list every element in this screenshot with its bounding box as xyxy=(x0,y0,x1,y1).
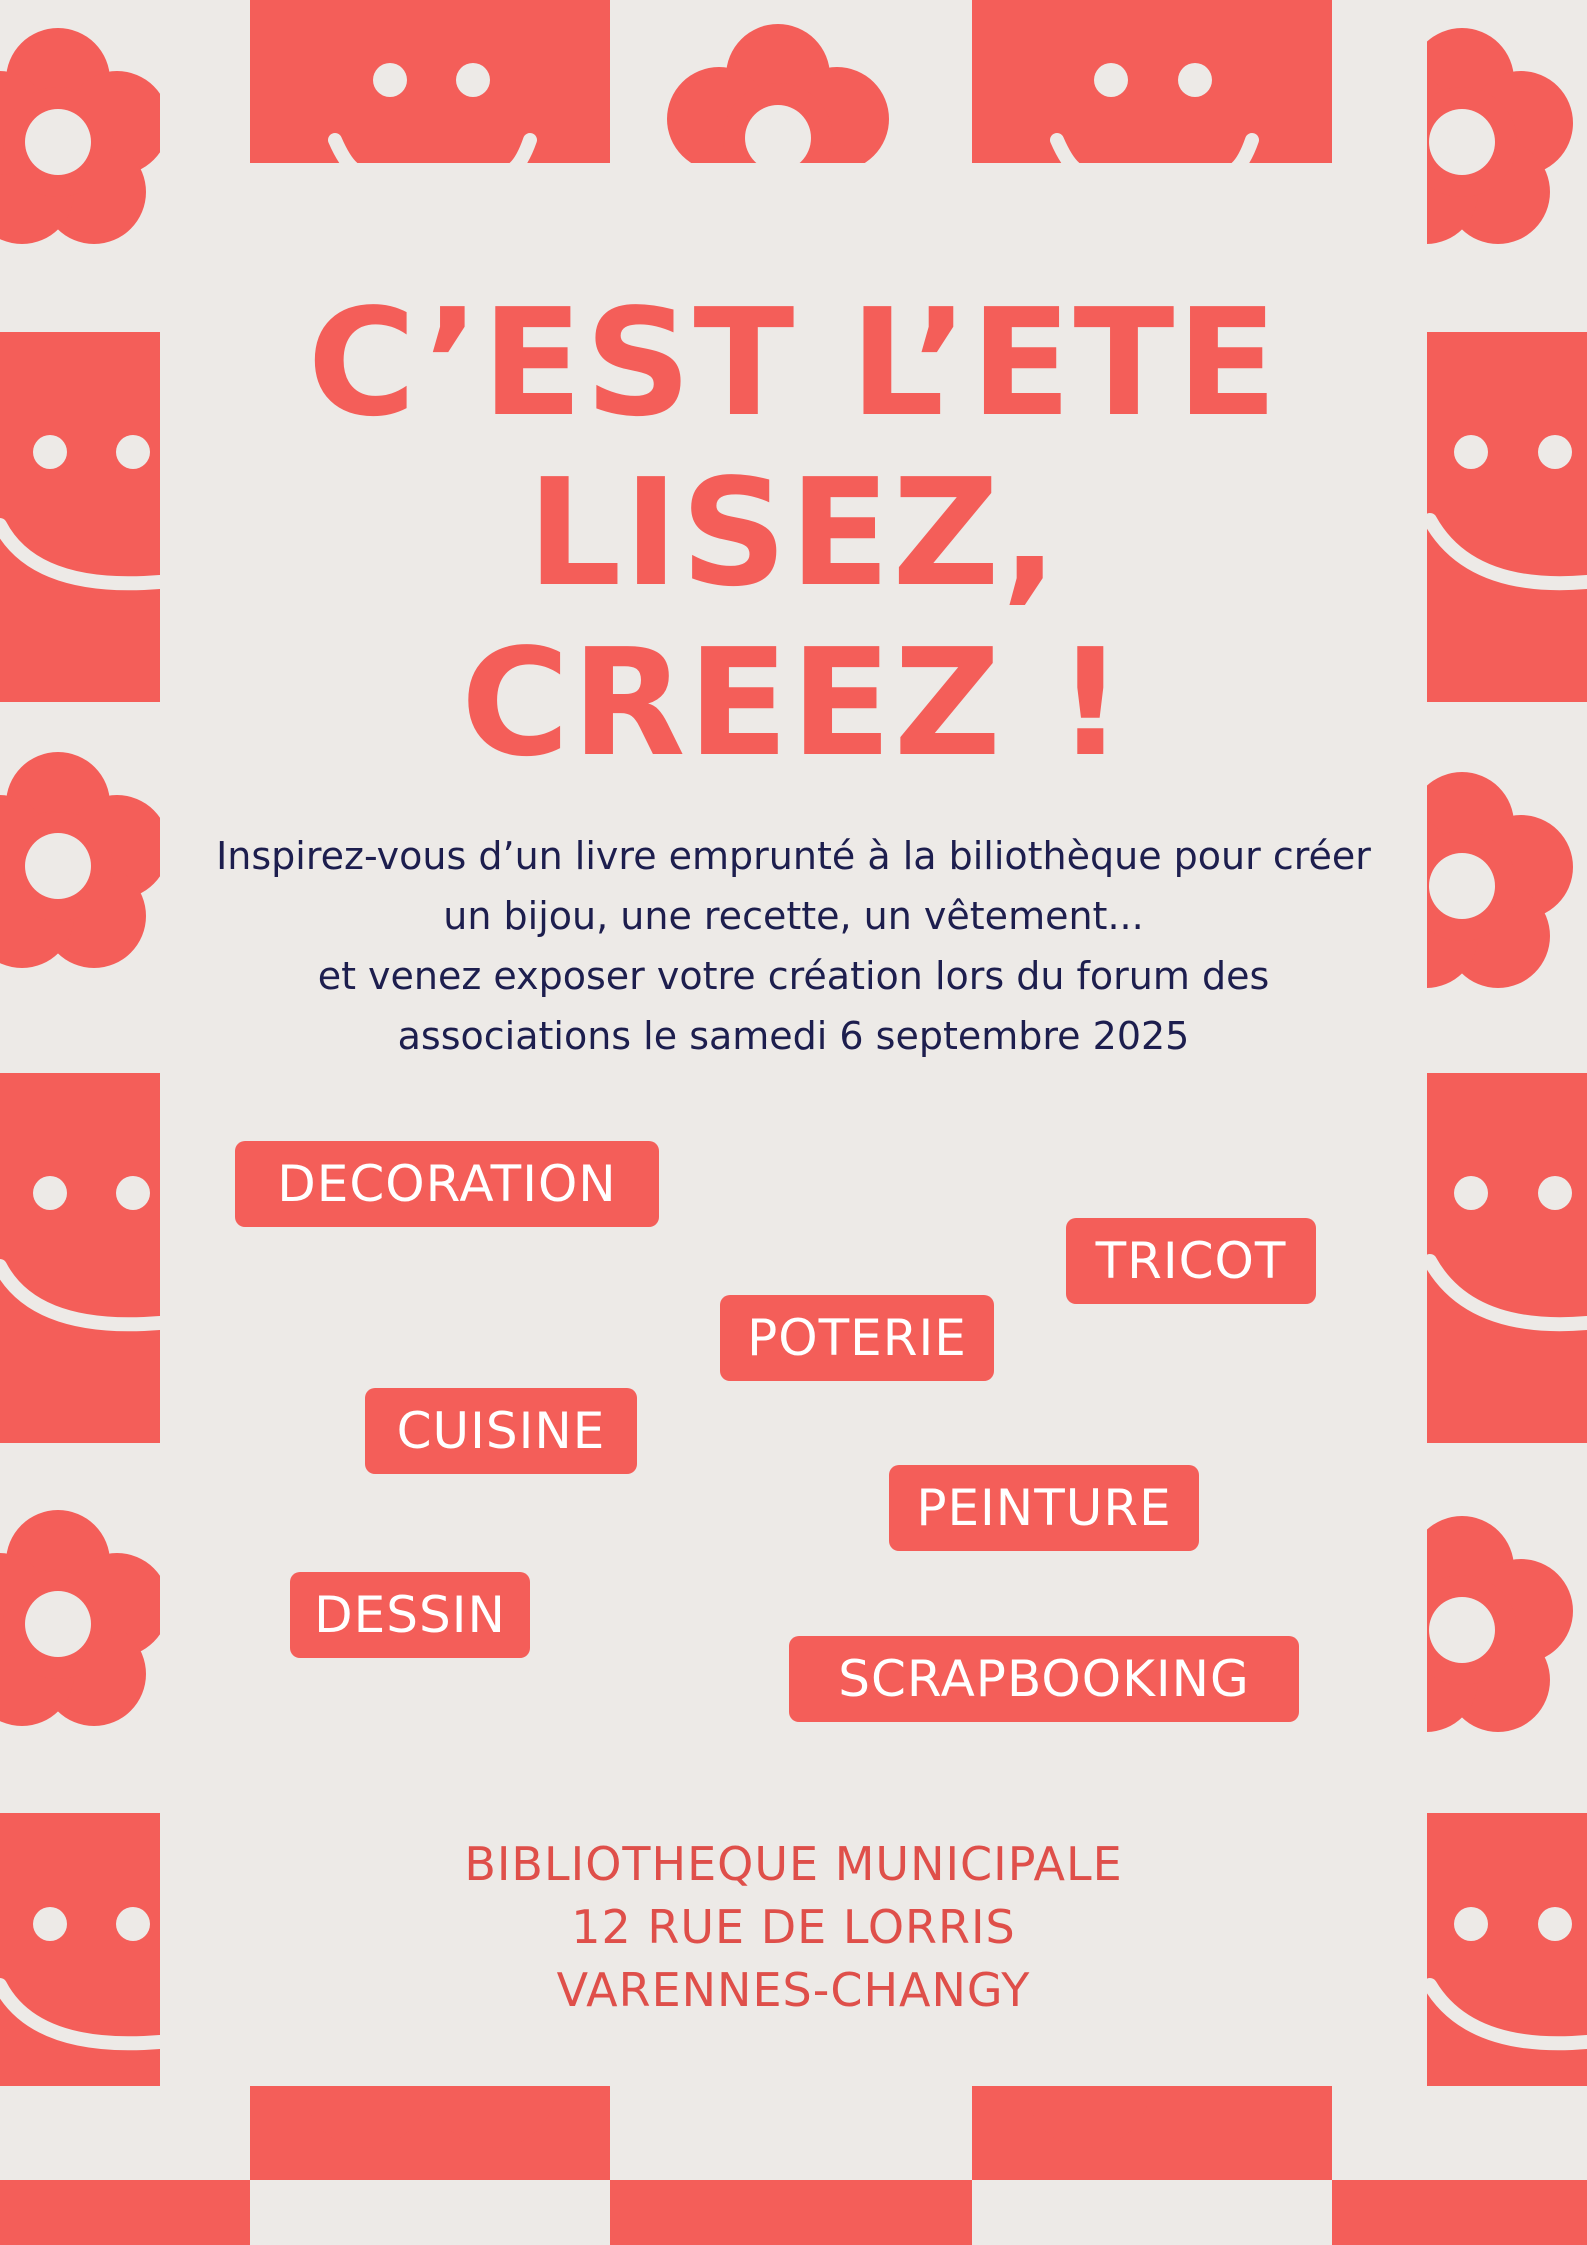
smiley-icon xyxy=(1427,332,1587,702)
tag-dessin: DESSIN xyxy=(290,1572,530,1658)
smiley-icon xyxy=(0,1073,160,1443)
tag-peinture: PEINTURE xyxy=(889,1465,1199,1551)
smiley-icon xyxy=(0,332,160,702)
page-title xyxy=(160,278,1427,788)
intro-line-1: Inspirez-vous d’un livre emprunté à la biliothèque pour créer xyxy=(216,834,1371,878)
address-line-3: VARENNES-CHANGY xyxy=(556,1963,1031,2017)
title-line-3: CREEZ ! xyxy=(460,617,1127,789)
smiley-icon xyxy=(1427,1073,1587,1443)
tag-scrapbooking: SCRAPBOOKING xyxy=(789,1636,1299,1722)
address-line-1: BIBLIOTHEQUE MUNICIPALE xyxy=(464,1837,1123,1891)
intro-line-3: et venez exposer votre création lors du forum des xyxy=(317,954,1270,998)
library-address xyxy=(160,1833,1427,2022)
intro-line-4: associations le samedi 6 septembre 2025 xyxy=(397,1014,1190,1058)
intro-line-2: un bijou, une recette, un vêtement... xyxy=(443,894,1144,938)
title-line-1: C’EST L’ETE xyxy=(307,277,1280,449)
title-line-2: LISEZ, xyxy=(527,447,1060,619)
smiley-icon xyxy=(972,0,1332,163)
tag-cuisine: CUISINE xyxy=(365,1388,637,1474)
tag-poterie: POTERIE xyxy=(720,1295,994,1381)
tag-decoration: DECORATION xyxy=(235,1141,659,1227)
tag-tricot: TRICOT xyxy=(1066,1218,1316,1304)
smiley-icon xyxy=(250,0,610,163)
intro-paragraph xyxy=(160,826,1427,1066)
address-line-2: 12 RUE DE LORRIS xyxy=(571,1900,1016,1954)
